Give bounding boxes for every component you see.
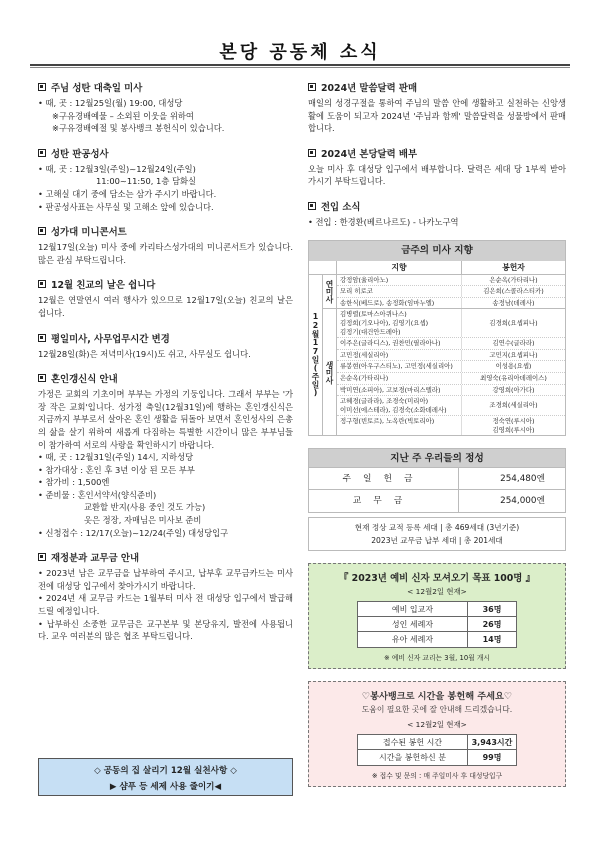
marriage-section (38, 371, 293, 539)
offering-label: 주일헌금 (309, 468, 459, 489)
stat-label: 예비 입교자 (358, 602, 468, 616)
section-heading: 혼인갱신식 안내 (51, 374, 118, 386)
household-note: 현재 정상 교적 등록 세대 | 총 469세대 (3년기준) (354, 523, 520, 533)
mass-intention-table (308, 240, 566, 437)
offerer-cell: 최영숙(유리아데레이스) (480, 373, 547, 382)
intention-cell: 모리 히로코 (337, 286, 462, 297)
household-notes (308, 517, 566, 551)
table-row (309, 490, 565, 512)
text-line: • 때, 곳 : 12월3일(주일)~12월24일(주일) (38, 163, 196, 174)
catechumen-note: ※ 예비 신자 교리는 3월, 10월 개시 (383, 654, 490, 663)
intention-cell: 이주은(글라디스), 권찬민(필라아나) (337, 338, 462, 349)
paragraph: 12월은 연말연시 여러 행사가 있으므로 12월17일(오늘) 친교의 날은 쉽니다. (38, 295, 293, 318)
text-line: ※구유경배예절 및 봉사뱅크 봉헌식이 있습니다. (52, 123, 225, 134)
text-line: • 참가비 : 1,500엔 (38, 477, 110, 488)
section-bullet-icon (308, 149, 316, 157)
paragraph: 오늘 미사 후 대성당 입구에서 배부합니다. 달력은 세대 당 1부씩 받아가시기 부탁드립니다. (308, 163, 566, 187)
paragraph: • 2023년 남은 교무금을 납부하여 주시고, 납부후 교무금카드는 미사 전에 대성당 입구에서 찾아가시기 바랍니다. (38, 568, 293, 591)
section-bullet-icon (38, 553, 46, 561)
intention-cell: 김병렬(토마스아퀴나스) 김정희(기오나아), 김영기(요셉) 김정기(대건안드레아) (337, 309, 462, 337)
mass-date: 12월17일(주일) (309, 275, 323, 436)
column-header-intention: 지향 (337, 261, 462, 274)
section-bullet-icon (308, 83, 316, 91)
service-bank-title: ♡봉사뱅크로 시간을 봉헌해 주세요♡ (361, 691, 513, 703)
table-row (337, 286, 565, 298)
intention-cell: 정구형(빈토르), 노옥란(빅토리아) (337, 416, 462, 435)
table-row (337, 385, 565, 397)
offerer-cell: 은순옥(가타리나) (489, 275, 538, 284)
section-heading: 12월 친교의 날은 쉽니다 (51, 280, 156, 292)
mass-group-label: 생미사 (323, 309, 337, 435)
offering-value: 254,000엔 (500, 496, 545, 507)
table-row (337, 373, 565, 385)
mass-group (323, 309, 565, 435)
text-line: • 전입 : 한경환(베르나르도) - 나카노구역 (308, 216, 459, 227)
table-row (337, 275, 565, 287)
service-bank-box (308, 681, 566, 787)
offerer-cell: 김연수(글라라) (492, 339, 535, 348)
offerer-cell: 김은희(스콜라스티카) (483, 287, 544, 296)
section-heading: 2024년 말씀달력 판매 (321, 83, 418, 94)
section-heading: 주님 성탄 대축일 미사 (51, 83, 143, 94)
section-bullet-icon (38, 334, 46, 342)
text-line: • 때, 곳 : 12월25일(월) 19:00, 대성당 (38, 98, 183, 108)
stat-label: 성인 세례자 (358, 617, 468, 631)
text-line: 11:00~11:50, 1층 담화실 (96, 176, 197, 187)
page-title: 본당 공동체 소식 (219, 42, 381, 63)
table-row (337, 338, 565, 350)
section-bullet-icon (38, 374, 46, 382)
offerer-cell: 고민지(요셉피나) (489, 350, 538, 359)
offerer-cell: 김경희(요셉피나) (489, 318, 538, 327)
intention-cell: 고혜경(글라라), 조경숙(미리아) 이미선(에스테라), 김경숙(소화데레사) (337, 396, 462, 415)
text-line: • 참가대상 : 혼인 후 3년 이상 된 모든 부부 (38, 464, 195, 475)
right-column (308, 80, 566, 787)
text-line: ※구유경배예물 – 소외된 이웃을 위하여 (52, 110, 194, 121)
offering-label: 교무금 (309, 490, 459, 512)
intention-cell: 고민정(세실리아) (337, 350, 462, 361)
as-of-date: < 12월2일 현재> (407, 720, 467, 730)
section-bullet-icon (308, 202, 316, 210)
intention-cell: 은순옥(가타리나) (337, 373, 462, 384)
offerer-cell: 정숙연(루시아) 김영희(루시아) (492, 417, 535, 434)
table-row (337, 416, 565, 435)
offerer-cell: 강영희(아가다) (492, 385, 535, 394)
as-of-date: < 12월2일 현재> (407, 587, 467, 597)
offering-title: 지난 주 우리들의 정성 (308, 448, 566, 468)
stat-label: 유아 세례자 (358, 632, 468, 647)
title-divider (30, 64, 570, 66)
text-line: • 판공성사표는 사무실 및 고해소 앞에 있습니다. (38, 201, 214, 212)
title-divider-thin (30, 67, 570, 68)
page-title-wrap (0, 38, 600, 64)
mass-group-label: 연미사 (323, 275, 337, 309)
paragraph: 가정은 교회의 기초이며 부부는 가정의 기둥입니다. 그래서 부부는 '가장 작은 교회'입니다. 성가정 축일(12월31일)에 행하는 혼인갱신식은 지금까지 부부로서 살아온 혼인 생활을 뒤돌아 보면서 혼인성사의 은총의 삶을 살기 위하여 새롭게 다짐하는 특별한 시간이니 많은 부부님들이 참가하여 서로의 사랑을 확인하시기 바랍니다. (38, 389, 293, 450)
text-line: 옷은 정장, 자매님은 미사보 준비 (84, 515, 202, 526)
dues-section (38, 550, 293, 643)
stat-label: 시간을 봉헌하신 분 (358, 750, 468, 765)
offering-value: 254,480엔 (500, 474, 545, 485)
stat-value: 99명 (482, 753, 502, 763)
section-bullet-icon (38, 280, 46, 288)
stat-label: 접수된 봉헌 시간 (358, 735, 468, 749)
text-line: • 준비물 : 혼인서약서(양식준비) (38, 489, 157, 500)
intention-cell: 송한식(베드로), 송정화(임마누엘) (337, 298, 462, 309)
section-bullet-icon (38, 149, 46, 157)
section-heading: 평일미사, 사무업무시간 변경 (51, 333, 170, 345)
text-line: • 때, 곳 : 12월31일(주일) 14시, 지하성당 (38, 452, 194, 463)
paragraph: 매일의 성경구절을 통하여 주님의 말씀 안에 생활하고 실천하는 신앙생활에 도움이 되고자 2024년 '주님과 함께' 말씀달력을 성물방에서 판매합니다. (308, 98, 566, 134)
catechumen-goal-box (308, 563, 566, 669)
table-row (358, 750, 516, 765)
text-line: • 신청접수 : 12/17(오늘)~12/24(주일) 대성당입구 (38, 527, 229, 538)
earth-care-action: ▶ 샴푸 등 세제 사용 줄이기◀ (109, 782, 222, 792)
stat-value: 36명 (482, 605, 502, 615)
left-column (38, 80, 293, 654)
table-row (337, 298, 565, 309)
parish-calendar-section (308, 146, 566, 188)
mass-table-title: 금주의 미사 지향 (309, 241, 565, 261)
table-row (358, 617, 516, 632)
section-heading: 성가대 미니콘서트 (51, 227, 127, 239)
service-bank-desc: 도움이 필요한 곳에 잘 안내해 드리겠습니다. (361, 705, 513, 715)
stat-value: 14명 (482, 635, 502, 645)
section-heading: 성탄 판공성사 (51, 148, 109, 160)
offerer-cell: 이성용(요셉) (495, 362, 532, 371)
table-row (358, 602, 516, 617)
confession-section (38, 146, 293, 213)
service-bank-note: ※ 접수 및 문의 : 매 주일미사 후 대성당입구 (371, 772, 503, 781)
stat-value: 26명 (482, 620, 502, 630)
table-row (358, 735, 516, 750)
paragraph: • 2024년 새 교무금 카드는 1월부터 미사 전 대성당 입구에서 발급해 드릴 예정입니다. (38, 593, 293, 617)
section-heading: 2024년 본당달력 배부 (321, 148, 418, 160)
section-bullet-icon (38, 227, 46, 235)
section-heading: 재정분과 교무금 안내 (51, 553, 140, 565)
paragraph: 12월17일(오늘) 미사 중에 카리타스성가대의 미니콘서트가 있습니다. 많은 관심 부탁드립니다. (38, 242, 293, 265)
section-bullet-icon (38, 83, 46, 91)
text-line: • 고해실 대기 중에 담소는 삼가 주시기 바랍니다. (38, 188, 217, 199)
table-row (358, 632, 516, 647)
earth-care-title: ◇ 공동의 집 살리기 12월 실천사항 ◇ (94, 766, 237, 776)
paragraph: • 납부하신 소중한 교무금은 교구본부 및 본당유지, 발전에 사용됩니다. 교우 여러분의 많은 협조 부탁드립니다. (38, 618, 293, 642)
mass-group (323, 275, 565, 310)
household-note: 2023년 교무금 납부 세대 | 총 201세대 (371, 536, 503, 546)
intention-cell: 강정암(율리아노) (337, 275, 462, 286)
intention-cell: 박미연(소피아), 고보경(마리스텔라) (337, 385, 462, 396)
paragraph: 12월28일(화)은 저녁미사(19시)도 쉬고, 사무실도 쉽니다. (38, 348, 251, 359)
rest-day-section (38, 277, 293, 319)
text-line: 교환할 반지(사용 중인 것도 가능) (84, 502, 206, 513)
earth-care-box (38, 758, 293, 796)
column-header-offerer: 봉헌자 (502, 262, 525, 272)
table-row (337, 396, 565, 416)
table-row (309, 468, 565, 490)
table-row (337, 361, 565, 373)
stat-value: 3,943시간 (471, 738, 513, 748)
section-heading: 전입 소식 (321, 201, 361, 213)
calendar-sale-section (308, 80, 566, 135)
weekday-section (38, 331, 293, 361)
offering-box (308, 448, 566, 551)
mass-table-header (309, 261, 565, 275)
offerer-cell: 송정남(데레사) (492, 298, 535, 307)
intention-cell: 류봉현(아우구스티노), 고민정(세실리아) (337, 361, 462, 372)
christmas-section (38, 80, 293, 135)
table-row (337, 309, 565, 338)
table-row (337, 350, 565, 362)
catechumen-goal-title: 『 2023년 예비 신자 모셔오기 목표 100명 』 (339, 573, 535, 585)
move-in-section (308, 199, 566, 229)
offerer-cell: 조경희(세실리아) (489, 401, 538, 410)
concert-section (38, 224, 293, 266)
